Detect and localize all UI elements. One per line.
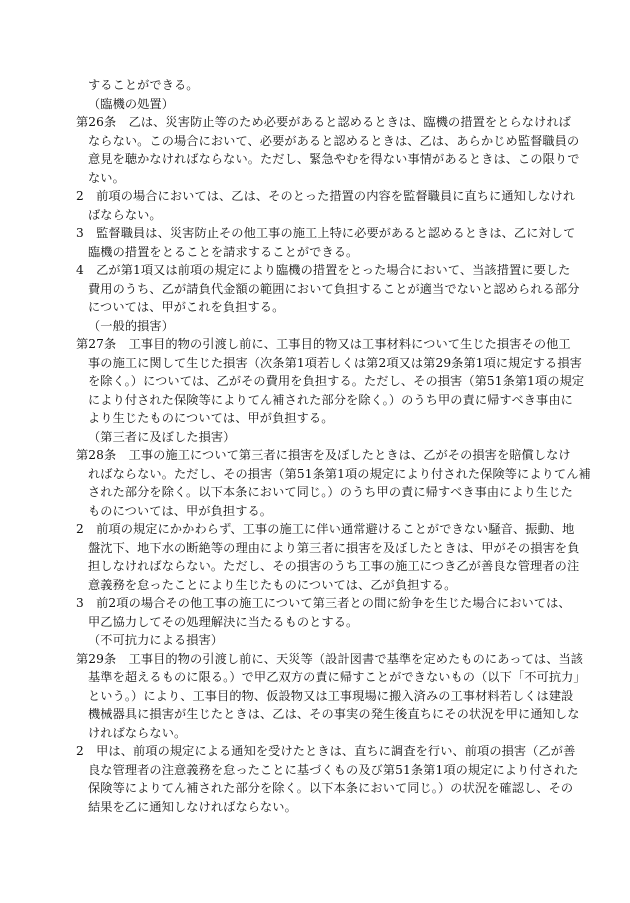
text-line: 費用のうち、乙が請負代金額の範囲において負担することが適当でないと認められる部分 xyxy=(88,281,580,296)
text-line: ばならない。 xyxy=(88,207,162,222)
paragraph-start-line: 第28条 工事の施工について第三者に損害を及ぼしたときは、乙がその損害を賠償しなけ xyxy=(76,448,571,462)
text-line: することができる。 xyxy=(88,78,199,92)
paragraph-start-line: 4 乙が第1項又は前項の規定により臨機の措置をとった場合において、当該措置に要した xyxy=(76,263,571,277)
article-heading: （第三者に及ぼした損害） xyxy=(88,429,236,444)
text-line: により付された保険等によりてん補された部分を除く。）のうち甲の責に帰すべき事由に xyxy=(88,392,573,407)
text-line: 担しなければならない。ただし、その損害のうち工事の施工につき乙が善良な管理者の注 xyxy=(88,559,580,573)
text-line: ければならない。 xyxy=(88,725,187,740)
text-line: された部分を除く。以下本条において同じ。）のうち甲の責に帰すべき事由により生じた xyxy=(88,485,573,499)
text-line: 機械器具に損害が生じたときは、乙は、その事実の発生後直ちにその状況を甲に通知しな xyxy=(88,707,580,721)
text-line: 甲乙協力してその処理解決に当たるものとする。 xyxy=(88,614,359,629)
paragraph-start-line: 第26条 乙は、災害防止等のため必要があると認めるときは、臨機の措置をとらなければ xyxy=(76,115,571,129)
text-line: 保険等によりてん補された部分を除く。以下本条において同じ。）の状況を確認し、その xyxy=(88,781,574,795)
text-line: 意見を聴かなければならない。ただし、緊急やむを得ない事情があるときは、この限りで xyxy=(88,152,580,166)
text-line: 良な管理者の注意義務を怠ったことに基づくもの及び第51条第1項の規定により付された xyxy=(88,762,579,777)
paragraph-start-line: 2 前項の場合においては、乙は、そのとった措置の内容を監督職員に直ちに通知しなけれ xyxy=(76,189,576,203)
paragraph-start-line: 2 前項の規定にかかわらず、工事の施工に伴い通常避けることができない騒音、振動、地 xyxy=(76,522,575,536)
text-line: 意義務を怠ったことにより生じたものについては、乙が負担する。 xyxy=(88,577,457,592)
text-line: 基準を超えるものに限る。）で甲乙双方の責に帰すことができないもの（以下「不可抗力」 xyxy=(88,670,586,684)
text-line: 臨機の措置をとることを請求することができる。 xyxy=(88,244,359,259)
paragraph-start-line: 第27条 工事目的物の引渡し前に、工事目的物又は工事材料について生じた損害その他工 xyxy=(76,337,571,351)
text-line: という。）により、工事目的物、仮設物又は工事現場に搬入済みの工事材料若しくは建設 xyxy=(88,688,574,703)
text-line: については、甲がこれを負担する。 xyxy=(88,300,285,314)
text-line: ならない。この場合において、必要があると認めるときは、乙は、あらかじめ監督職員の xyxy=(88,133,580,148)
paragraph-start-line: 3 前2項の場合その他工事の施工について第三者との間に紛争を生じた場合においては、 xyxy=(76,596,571,610)
text-line: より生じたものについては、甲が負担する。 xyxy=(88,411,334,425)
paragraph-start-line: 2 甲は、前項の規定による通知を受けたときは、直ちに調査を行い、前項の損害（乙が善 xyxy=(76,744,576,758)
paragraph-start-line: 3 監督職員は、災害防止その他工事の施工上特に必要があると認めるときは、乙に対して xyxy=(76,226,576,240)
text-line: 盤沈下、地下水の断絶等の理由により第三者に損害を及ぼしたときは、甲がその損害を負 xyxy=(88,540,580,555)
paragraph-start-line: 第29条 工事目的物の引渡し前に、天災等（設計図書で基準を定めたものにあっては、当該 xyxy=(76,651,584,666)
article-heading: （一般的損害） xyxy=(88,318,175,333)
text-line: 結果を乙に通知しなければならない。 xyxy=(88,799,297,814)
text-line: ものについては、甲が負担する。 xyxy=(88,503,273,518)
text-line: を除く。）については、乙がその費用を負担する。ただし、その損害（第51条第1項の規定 xyxy=(88,374,585,388)
text-line: 事の施工に関して生じた損害（次条第1項若しくは第2項又は第29条第1項に規定する損害 xyxy=(88,355,582,370)
text-line: ればならない。ただし、その損害（第51条第1項の規定により付された保険等によりてん補 xyxy=(88,466,591,481)
article-heading: （臨機の処置） xyxy=(88,96,175,111)
text-line: ない。 xyxy=(88,170,125,185)
article-heading: （不可抗力による損害） xyxy=(88,633,224,647)
